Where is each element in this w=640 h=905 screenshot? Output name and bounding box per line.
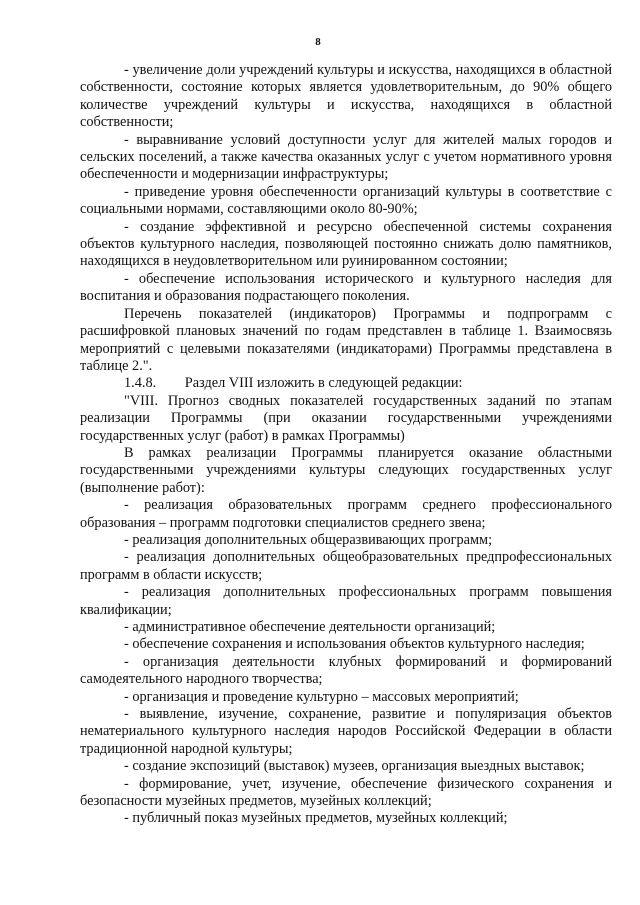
- paragraph: В рамках реализации Программы планируется оказание областными государственными учреждениями культуры следующих государственных услуг (выполнение работ):: [80, 444, 612, 496]
- list-item: - организация и проведение культурно – массовых мероприятий;: [124, 688, 519, 705]
- list-item: - формирование, учет, изучение, обеспечение физического сохранения и безопасности музейных предметов, музейных коллекций;: [80, 775, 612, 810]
- list-item: - реализация дополнительных общеразвивающих программ;: [124, 531, 493, 548]
- paragraph: - обеспечение использования исторического и культурного наследия для воспитания и образования подрастающего поколения.: [80, 270, 612, 305]
- section-heading: "VIII. Прогноз сводных показателей государственных заданий по этапам реализации Программы (при оказании государственными учреждениями государственных услуг (работ) в рамках Программы): [80, 392, 612, 444]
- list-item: - реализация образовательных программ среднего профессионального образования – программ подготовки специалистов среднего звена;: [80, 497, 612, 531]
- paragraph: - создание эффективной и ресурсно обеспеченной системы сохранения объектов культурного наследия, позволяющей постоянно снижать долю памятников, находящихся в неудовлетворительном или руинированном состоянии;: [80, 218, 612, 270]
- paragraph: Перечень показателей (индикаторов) Программы и подпрограмм с расшифровкой плановых значений по годам представлен в таблице 1. Взаимосвязь мероприятий с целевыми показателями (индикаторами) Программы представлена в таблице 2.".: [80, 305, 612, 374]
- list-item: - создание экспозиций (выставок) музеев, организация выездных выставок;: [124, 758, 585, 775]
- list-item: - реализация дополнительных общеобразовательных предпрофессиональных программ в области искусств;: [80, 549, 612, 583]
- page-number: 8: [315, 36, 321, 48]
- paragraph: 1.4.8. Раздел VIII изложить в следующей редакции:: [124, 375, 463, 392]
- paragraph: - приведение уровня обеспеченности организаций культуры в соответствие с социальными нормами, составляющими около 80-90%;: [80, 183, 612, 218]
- list-item: - организация деятельности клубных формирований и формирований самодеятельного народного творчества;: [80, 653, 612, 688]
- paragraph: - выравнивание условий доступности услуг для жителей малых городов и сельских поселений, а также качества оказанных услуг с учетом нормативного уровня обеспеченности и модернизации инфраструктуры;: [80, 131, 612, 183]
- list-item: - обеспечение сохранения и использования объектов культурного наследия;: [124, 636, 585, 653]
- list-item: - выявление, изучение, сохранение, развитие и популяризация объектов нематериального культурного наследия народов Российской Федерации в области традиционной народной культуры;: [80, 706, 612, 757]
- list-item: - публичный показ музейных предметов, музейных коллекций;: [124, 810, 508, 827]
- list-item: - административное обеспечение деятельности организаций;: [124, 619, 496, 635]
- document-body: [80, 62, 612, 828]
- list-item: - реализация дополнительных профессиональных программ повышения квалификации;: [80, 584, 612, 618]
- paragraph: - увеличение доли учреждений культуры и искусства, находящихся в областной собственности, состояние которых является удовлетворительным, до 90% общего количестве учреждений культуры и искусства, находящихся в областной собственности;: [80, 62, 612, 131]
